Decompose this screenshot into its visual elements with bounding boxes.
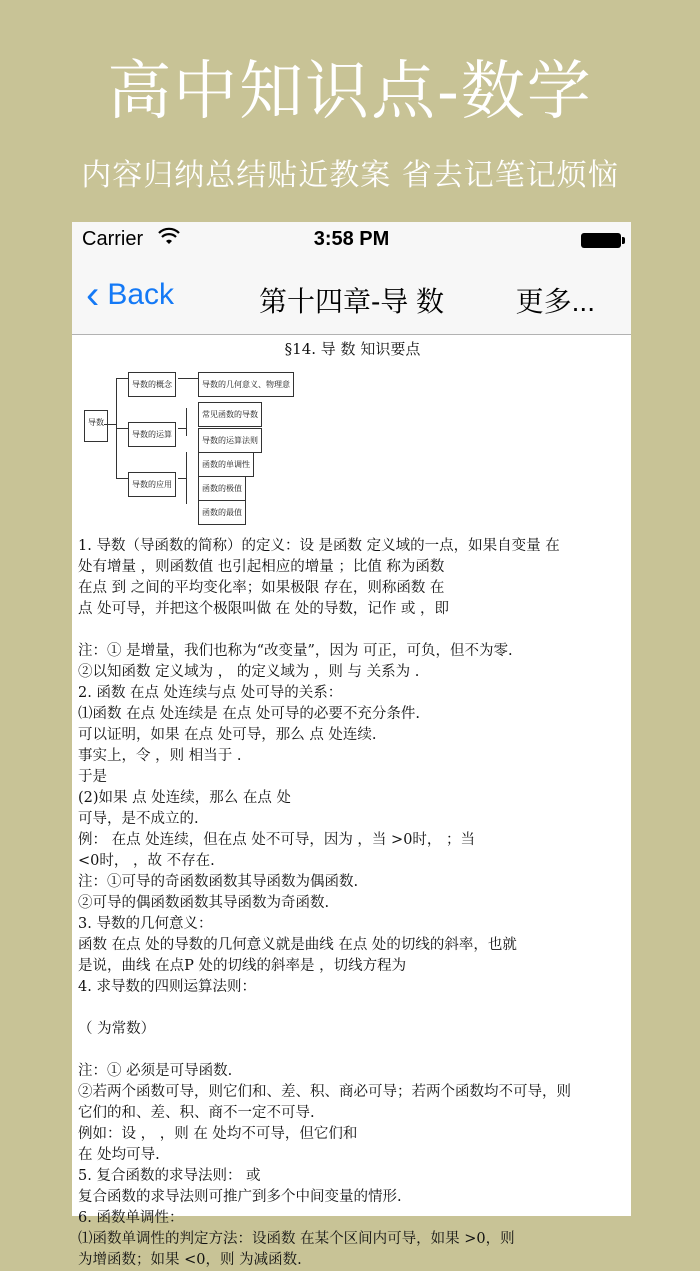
- diagram-connector: [178, 428, 186, 429]
- diagram-root: 导数: [84, 410, 108, 442]
- page-title: 第十四章-导 数: [258, 286, 445, 317]
- document-line: 注：① 是增量，我们也称为“改变量”，因为 可正，可负，但不为零.: [78, 643, 513, 659]
- document-line: 在点 到 之间的平均变化率；如果极限 存在，则称函数 在: [78, 580, 445, 596]
- document-line: 注：①可导的奇函数函数其导函数为偶函数.: [78, 874, 359, 890]
- document-line: ⑴函数单调性的判定方法：设函数 在某个区间内可导，如果 >0，则: [78, 1231, 515, 1247]
- document-body: [78, 536, 627, 1271]
- document-line: (2)如果 点 处连续，那么 在点 处: [78, 790, 291, 806]
- navigation-bar: [72, 260, 631, 335]
- diagram-leaf: 导数的运算法则: [198, 428, 262, 453]
- status-time: 3:58 PM: [313, 228, 390, 250]
- diagram-leaf: 函数的单调性: [198, 452, 254, 477]
- diagram-connector: [178, 478, 186, 479]
- concept-diagram: [78, 366, 627, 526]
- chevron-left-icon: ‹: [86, 273, 100, 317]
- diagram-leaf: 导数的几何意义、物理意: [198, 372, 294, 397]
- document-heading: §14. 导 数 知识要点: [284, 340, 421, 358]
- document-line: 是说，曲线 在点P 处的切线的斜率是 ，切线方程为: [78, 958, 407, 974]
- document-line: [78, 620, 627, 641]
- banner-title: 高中知识点-数学: [107, 55, 593, 129]
- document-line: 复合函数的求导法则可推广到多个中间变量的情形.: [78, 1189, 402, 1205]
- document-line: 事实上，令 ，则 相当于 .: [78, 748, 242, 764]
- document-line: <0时， ，故 不存在.: [78, 853, 215, 869]
- status-bar: [72, 222, 631, 260]
- phone-screen: [72, 222, 631, 1268]
- document-line: 处有增量 ，则函数值 也引起相应的增量 ；比值 称为函数: [78, 559, 445, 575]
- document-line: 1. 导数（导函数的简称）的定义：设 是函数 定义域的一点，如果自变量 在: [78, 538, 560, 554]
- document-line: 函数 在点 处的导数的几何意义就是曲线 在点 处的切线的斜率，也就: [78, 937, 517, 953]
- document-line: [78, 1040, 627, 1061]
- document-line: （ 为常数）: [78, 1021, 156, 1037]
- back-label: Back: [107, 278, 175, 311]
- diagram-branch: 导数的运算: [128, 422, 176, 447]
- more-button[interactable]: 更多...: [515, 286, 595, 317]
- document-line: 它们的和、差、积、商不一定不可导.: [78, 1105, 315, 1121]
- document-line: 2. 函数 在点 处连续与点 处可导的关系：: [78, 685, 343, 701]
- diagram-connector: [186, 408, 187, 436]
- document-line: 可导，是不成立的.: [78, 811, 199, 827]
- document-line: 为增函数；如果 <0，则 为减函数.: [78, 1252, 302, 1268]
- document-line: 3. 导数的几何意义：: [78, 916, 213, 932]
- document-line: 5. 复合函数的求导法则： 或: [78, 1168, 261, 1184]
- document-line: ②可导的偶函数函数其导函数为奇函数.: [78, 895, 330, 911]
- battery-icon: [581, 233, 621, 248]
- document-line: 在 处均可导.: [78, 1147, 160, 1163]
- document-line: [78, 998, 627, 1019]
- document-line: 例如：设 ， ，则 在 处均不可导，但它们和: [78, 1126, 358, 1142]
- document-line: ⑴函数 在点 处连续是 在点 处可导的必要不充分条件.: [78, 706, 421, 722]
- document-content: [72, 335, 631, 1268]
- document-line: ②以知函数 定义域为 ， 的定义域为 ，则 与 关系为 .: [78, 664, 420, 680]
- diagram-connector: [186, 452, 187, 504]
- diagram-connector: [104, 424, 116, 425]
- diagram-leaf: 函数的最值: [198, 500, 246, 525]
- diagram-branch: 导数的应用: [128, 472, 176, 497]
- document-line: 4. 求导数的四则运算法则：: [78, 979, 256, 995]
- diagram-leaf: 常见函数的导数: [198, 402, 262, 427]
- document-line: 例： 在点 处连续，但在点 处不可导，因为 ，当 >0时， ；当: [78, 832, 476, 848]
- diagram-branch: 导数的概念: [128, 372, 176, 397]
- document-line: 可以证明，如果 在点 处可导，那么 点 处连续.: [78, 727, 377, 743]
- document-line: ②若两个函数可导，则它们和、差、积、商必可导；若两个函数均不可导，则: [78, 1084, 571, 1100]
- diagram-connector: [116, 428, 128, 429]
- carrier-label: Carrier: [82, 228, 144, 250]
- diagram-leaf: 函数的极值: [198, 476, 246, 501]
- diagram-connector: [116, 478, 128, 479]
- document-line: 6. 函数单调性：: [78, 1210, 184, 1226]
- document-line: 点 处可导，并把这个极限叫做 在 处的导数，记作 或 ，即: [78, 601, 450, 617]
- banner-subtitle: 内容归纳总结贴近教案 省去记笔记烦恼: [81, 158, 619, 193]
- diagram-connector: [116, 378, 128, 379]
- diagram-connector: [178, 378, 198, 379]
- document-line: 于是: [78, 769, 107, 785]
- document-line: 注：① 必须是可导函数.: [78, 1063, 233, 1079]
